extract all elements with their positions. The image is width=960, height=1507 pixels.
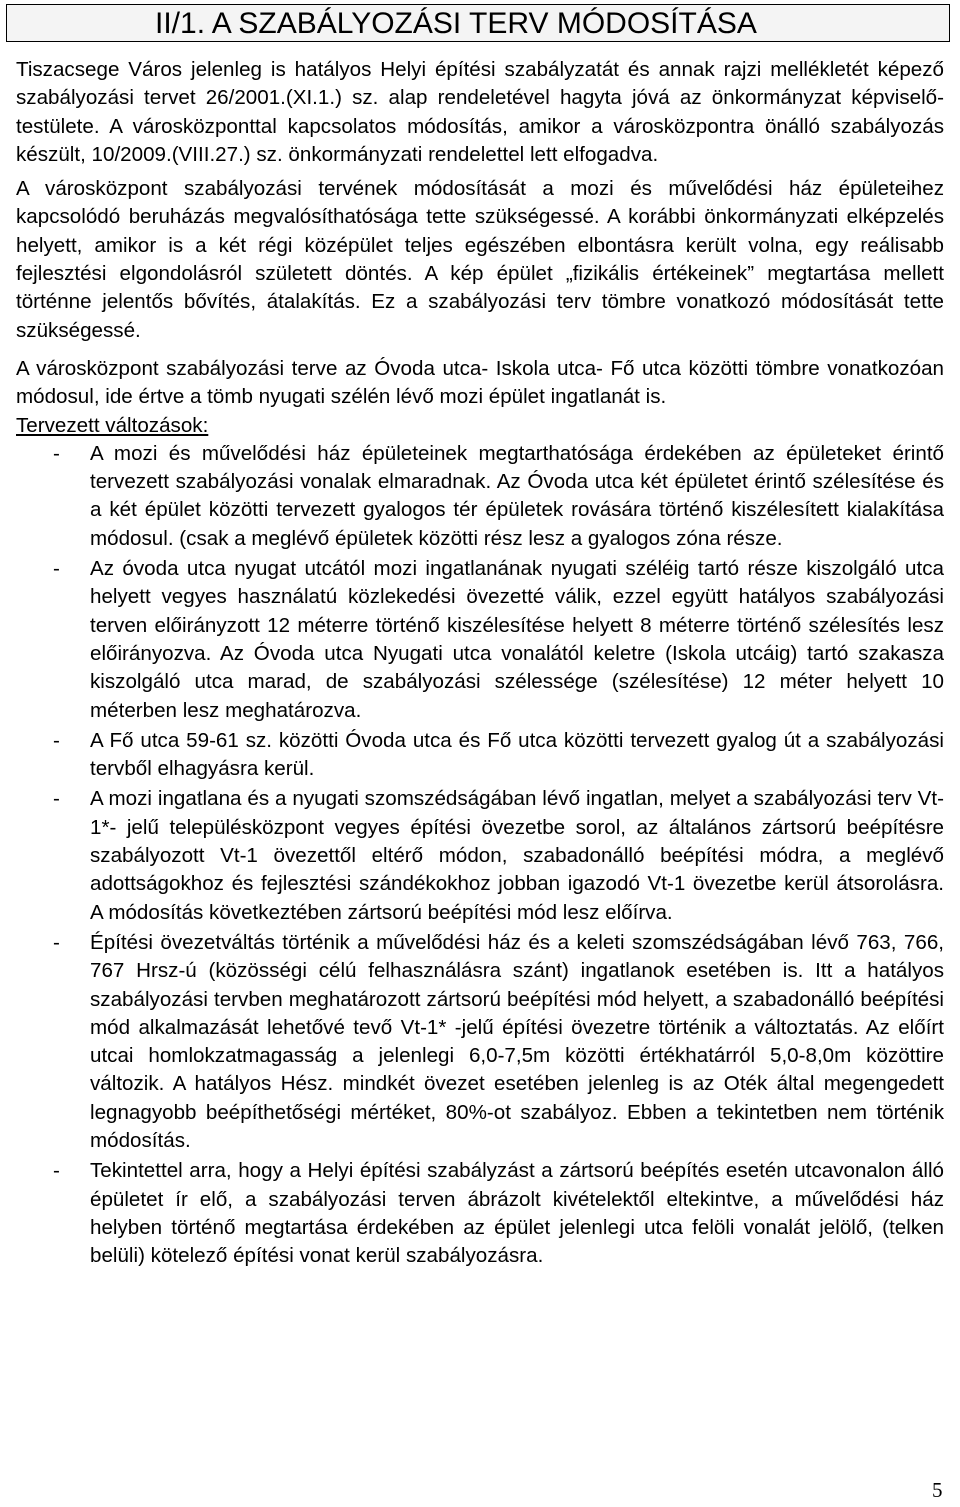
list-item-text: A mozi és művelődési ház épületeinek megtarthatósága érdekében az épületeket érintő tervezett szabályozási vonalak elmaradnak. Az Óvoda utca két épületet érintő szélesítése és a két épület közötti tervezett gyalogos tér épületek rovására történő kiszélesített kialakítása módosul. (csak a meglévő épületek közötti rész lesz a gyalogos zóna része.: [90, 441, 944, 550]
reason-paragraph: A városközpont szabályozási tervének módosítását a mozi és művelődési ház épületeihez kapcsolódó beruházás megvalósíthatósága tette szükségessé. A korábbi önkormányzati elképzelés helyett, amikor is a két régi középület teljes egészében elbontásra került volna, egy reálisabb fejlesztési elgondolásról született döntés. A kép épület „fizikális értékeinek” megtartása mellett történne jelentős bővítés, átalakítás. Ez a szabályozási terv tömbre vonatkozó módosítását tette szükségessé.: [16, 177, 944, 342]
intro-paragraph: Tiszacsege Város jelenleg is hatályos Helyi építési szabályzatát és annak rajzi mellékletét képező szabályozási tervet 26/2001.(XI.1.) sz. alap rendeletével hagyta jóvá az önkormányzat képviselő-testülete. A városközponttal kapcsolatos módosítás, amikor a városközpontra önálló szabályozás készült, 10/2009.(VIII.27.) sz. önkormányzati rendelettel lett elfogadva.: [16, 58, 944, 166]
page-number: 5: [932, 1478, 943, 1502]
scope-paragraph: A városközpont szabályozási terve az Óvoda utca- Iskola utca- Fő utca közötti tömbre vonatkozóan módosul, ide értve a tömb nyugati szélén lévő mozi épület ingatlanát is.: [16, 356, 944, 409]
list-item: [16, 785, 944, 926]
list-item: [16, 1157, 944, 1270]
list-item: [16, 555, 944, 725]
list-item-text: Tekintettel arra, hogy a Helyi építési szabályzást a zártsorú beépítés esetén utcavonalon álló épületet ír elő, a szabályozási terven ábrázolt kivételektől eltekintve, a művelődési ház helyben történő megtartása érdekében az épület jelenlegi utca felöli vonalát jelölő, (telken belüli) kötelező építési vonat kerül szabályozásra.: [90, 1159, 944, 1268]
bullet-dash: -: [53, 441, 60, 465]
list-item-text: A Fő utca 59-61 sz. közötti Óvoda utca és Fő utca közötti tervezett gyalog út a szabályozási tervből elhagyásra kerül.: [90, 728, 944, 781]
list-item: [16, 440, 944, 553]
list-item: [16, 727, 944, 784]
list-item-text: Építési övezetváltás történik a művelődési ház és a keleti szomszédságában lévő 763, 766, 767 Hrsz-ú (közösségi célú felhasználásra szánt) ingatlanok esetében is. Itt a hatályos szabályozási tervben meghatározott zártsorú beépítési mód helyett, a szabadonálló beépítési mód alkalmazását lehetővé tevő Vt-1* -jelű építési övezetre történik a változtatás. Az előírt utcai homlokzatmagasság a jelenlegi 6,0-7,5m közötti értékhatárról 5,0-8,0m közöttire változik. A hatályos Hész. mindkét övezet esetében jelenleg is az Oték által megengedett legnagyobb beépíthetőségi mértéket, 80%-ot szabályoz. Ebben a tekintetben nem történik módosítás.: [90, 930, 944, 1152]
bullet-dash: -: [53, 930, 60, 954]
list-item-text: A mozi ingatlana és a nyugati szomszédságában lévő ingatlan, melyet a szabályozási terv Vt-1*- jelű településközpont vegyes építési övezetbe sorol, az általános zártsorú beépítésre szabályozott Vt-1 övezettől eltérő módon, szabadonálló beépítési módra, a meglévő adottságokhoz és fejlesztési szándékokhoz jobban igazodó Vt-1 övezetbe kerül átsorolásra. A módosítás következtében zártsorú beépítési mód lesz előírva.: [90, 787, 944, 924]
section-heading-box: [6, 4, 950, 42]
bullet-dash: -: [53, 728, 60, 752]
list-item-text: Az óvoda utca nyugat utcától mozi ingatlanának nyugati széléig tartó része kiszolgáló utca helyett vegyes használatú közlekedési övezetté válik, ezzel együtt hatályos szabályozási terven előirányzott 12 méterre történő kiszélesítése helyett 8 méterre történő szélesítés lesz előirányozva. Az Óvoda utca Nyugati utca vonalától keletre (Iskola utcáig) tartó szakasza kiszolgáló utca marad, de szabályozási szélessége (szélesítése) 12 méter helyett 10 méterben lesz meghatározva.: [90, 557, 944, 722]
section-heading: II/1. A SZABÁLYOZÁSI TERV MÓDOSÍTÁSA: [155, 7, 757, 40]
changes-heading: Tervezett változások:: [16, 413, 209, 437]
bullet-dash: -: [53, 557, 60, 581]
changes-list: [16, 440, 944, 1271]
bullet-dash: -: [53, 787, 60, 811]
bullet-dash: -: [53, 1159, 60, 1183]
list-item: [16, 929, 944, 1155]
document-body: [16, 56, 944, 1270]
